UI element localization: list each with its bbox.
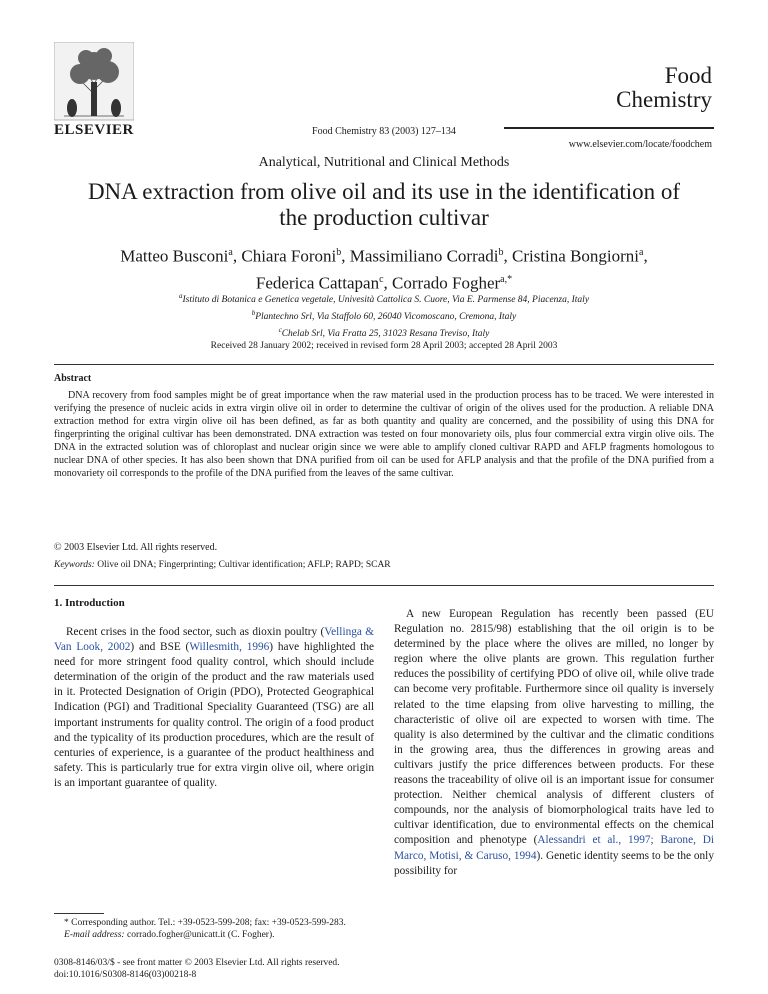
intro-heading: 1. Introduction [54,597,125,609]
journal-title-rule [504,127,714,129]
affiliation-key: b [251,309,256,318]
author-name: Corrado Fogher [392,273,501,293]
footnote-rule [54,913,104,914]
reference-link[interactable]: Willesmith, 1996 [189,641,270,654]
issn-doi [54,957,340,981]
email-address[interactable]: corrado.fogher@unicatt.it (C. Fogher). [126,930,275,940]
abstract-text: DNA recovery from food samples might be of great importance when the raw material used in the production process has to be traced. We were interested in verifying the presence of nucleic acids in extra virgin olive oil in order to determine the cultivar of origin of the olives used for the production. A reliable DNA extraction method for extra virgin olive oil has been defined, as far as both quantity and quality are concerned, and the possibility of using this DNA for fingerprinting the original cultivar has been demonstrated. DNA extraction was tested on four monovariety oils, plus four commercial extra virgin olive oils. The DNA in the extracted solution was of chloroplast and nuclear origin since we were able to amplify cloned cultivar RAPD and AFLP fragments homologous to nuclear DNA of other species. It has also been shown that DNA purified from oil can be used for AFLP analysis and that the profile of the DNA purified from a monovariety oil corresponds to the profile of the DNA purified from the leaves of the same cultivar. [54,390,714,479]
affiliation-text: Istituto di Botanica e Genetica vegetale, Univesità Cattolica S. Cuore, Via E. Parmense 84, Piacenza, Italy [182,295,590,306]
abstract-heading: Abstract [54,373,92,384]
section-label: Analytical, Nutritional and Clinical Methods [258,155,510,170]
author-name: Chiara Foroni [241,246,337,266]
affiliation-key: a [178,292,183,300]
publisher-name: ELSEVIER [54,122,134,138]
footnote-email-line [54,929,374,941]
corresponding-author-footnote [54,917,374,941]
affiliation-line [60,324,708,341]
received-dates: Received 28 January 2002; received in revised form 28 April 2003; accepted 28 April 2003 [210,341,558,351]
copyright-notice: © 2003 Elsevier Ltd. All rights reserved. [54,542,218,553]
footnote-contact: * Corresponding author. Tel.: +39-0523-599-208; fax: +39-0523-599-283. [64,918,346,928]
left-column [54,625,374,791]
journal-citation: Food Chemistry 83 (2003) 127–134 [312,126,456,137]
journal-url[interactable]: www.elsevier.com/locate/foodchem [568,139,712,150]
author-name: Matteo Busconi [120,246,229,266]
doi-line[interactable]: doi:10.1016/S0308-8146(03)00218-8 [54,970,197,980]
intro-paragraph-1: Recent crises in the food sector, such as dioxin poultry (Vellinga & Van Look, 2002) and BSE (Willesmith, 1996) have highlighted the need for more stringent food quality control, which should include determination of the origin of the product and the raw materials used in it. Protected Designation of Origin (PDO), Protected Geographical Indication (PGI) and Traditional Speciality Guaranteed (TSG) are all important instruments for quality control. The origin of a food product and the typicality of its production procedures, which are the result of centuries of experience, is a guarantee of the product healthiness and safety. This is particularly true for extra virgin olive oil, where origin is an important guarantee of quality. [54,626,375,789]
author-affiliation-mark: c [379,273,384,285]
journal-title-line1: Food [664,63,712,88]
right-column [394,607,714,879]
author-name: Massimiliano Corradi [349,246,499,266]
author-affiliation-mark: a [639,247,644,258]
affiliation-text: Plantechno Srl, Via Staffolo 60, 26040 Vicomoscano, Cremona, Italy [255,312,517,323]
abstract-top-rule [54,364,714,365]
reference-link[interactable]: Vellinga & Van Look, 2002 [54,626,374,654]
journal-title-line2: Chemistry [616,87,712,112]
author-affiliation-mark: b [336,247,342,258]
intro-paragraph-2: A new European Regulation has recently been passed (EU Regulation no. 2815/98) establishing that the oil origin is to be determined by the place where the olives are milled, no longer by region where the olive plants are grown. This regulation further reduces the possibility of certifying PDO of olive oil, while olive trade can become very profitable. Furthermore since oil quality is inversely related to the time elapsing from olive harvesting to milling, the characteristic of olive oil are expected to worsen with time. The quality is also determined by the cultivar and the climatic conditions in the growing area, thus the differences in growing areas and cultivars justify the price differences between products. For these reasons the traceability of olive oil is an important issue for consumer protection. Neither chemical analysis of different clusters of compounds, nor the analysis of biomorphological traits have led to cultivar identification, due to environmental effects on the chemical composition and phenotype (Alessandri et al., 1997; Barone, Di Marco, Motisi, & Caruso, 1994). Genetic identity seems to be the only possibility for [394,608,714,877]
author-affiliation-mark: a,* [500,273,513,285]
paper-title: DNA extraction from olive oil and its use in the identification of the production cultivar [87,179,681,230]
affiliation-list [60,290,708,341]
keywords-line [54,560,391,570]
issn-line: 0308-8146/03/$ - see front matter © 2003 Elsevier Ltd. All rights reserved. [54,958,340,968]
reference-link[interactable]: Alessandri et al., 1997; Barone, Di Marco, Motisi, & Caruso, 1994 [394,834,714,862]
affiliation-line [60,290,708,307]
author-affiliation-mark: b [498,247,504,258]
author-list: Matteo Busconi$^a$, Chiara Foroni$^b$, Massimiliano Corradi$^b$, Cristina Bongiorni$^a$, Federica Cattapan$^c$, Corrado Fogher$^{a,*}$ [120,246,648,293]
affiliation-line [60,307,708,324]
author-affiliation-mark: a [228,247,233,258]
keywords-label: Keywords: [54,560,95,570]
email-label: E-mail address: [64,930,125,940]
journal-title [616,64,712,112]
affiliation-text: Chelab Srl, Via Fratta 25, 31023 Resana Treviso, Italy [281,329,490,340]
affiliation-key: c [278,326,282,335]
author-name: Cristina Bongiorni [512,246,640,266]
author-name: Federica Cattapan [255,273,380,293]
keywords-text: Olive oil DNA; Fingerprinting; Cultivar identification; AFLP; RAPD; SCAR [97,560,391,570]
abstract-bottom-rule [54,585,714,586]
